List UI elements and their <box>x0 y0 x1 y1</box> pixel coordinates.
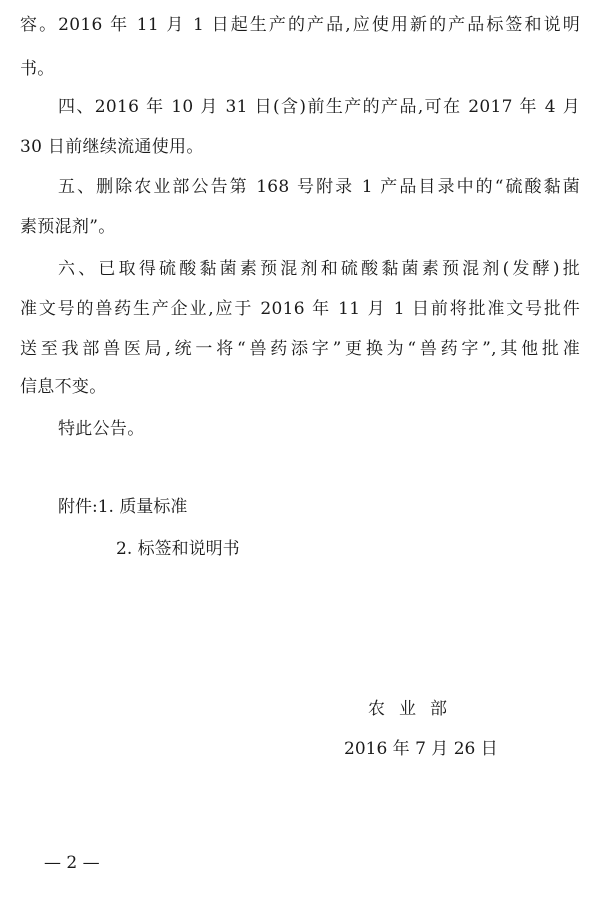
body-line-10: 信息不变。 <box>20 377 107 397</box>
body-line-4: 30 日前继续流通使用。 <box>20 137 204 157</box>
body-line-3: 四、2016 年 10 月 31 日(含)前生产的产品,可在 2017 年 4 月 <box>58 97 580 117</box>
body-line-1: 容。2016 年 11 月 1 日起生产的产品,应使用新的产品标签和说明 <box>20 15 580 35</box>
attachment-item-2: 2. 标签和说明书 <box>116 539 240 559</box>
body-line-6: 素预混剂”。 <box>20 217 116 237</box>
issuer-name: 农业部 <box>368 699 461 719</box>
body-line-2: 书。 <box>20 59 55 79</box>
body-line-8: 准文号的兽药生产企业,应于 2016 年 11 月 1 日前将批准文号批件 <box>20 299 580 319</box>
attachment-item-1: 附件:1. 质量标准 <box>58 497 188 517</box>
issue-date: 2016 年 7 月 26 日 <box>344 739 498 759</box>
body-line-5: 五、删除农业部公告第 168 号附录 1 产品目录中的“硫酸黏菌 <box>58 177 580 197</box>
page-number: — 2 — <box>44 853 100 873</box>
closing-statement: 特此公告。 <box>58 419 145 439</box>
body-line-7: 六、已取得硫酸黏菌素预混剂和硫酸黏菌素预混剂(发酵)批 <box>58 259 580 279</box>
body-line-9: 送至我部兽医局,统一将“兽药添字”更换为“兽药字”,其他批准 <box>20 339 580 359</box>
